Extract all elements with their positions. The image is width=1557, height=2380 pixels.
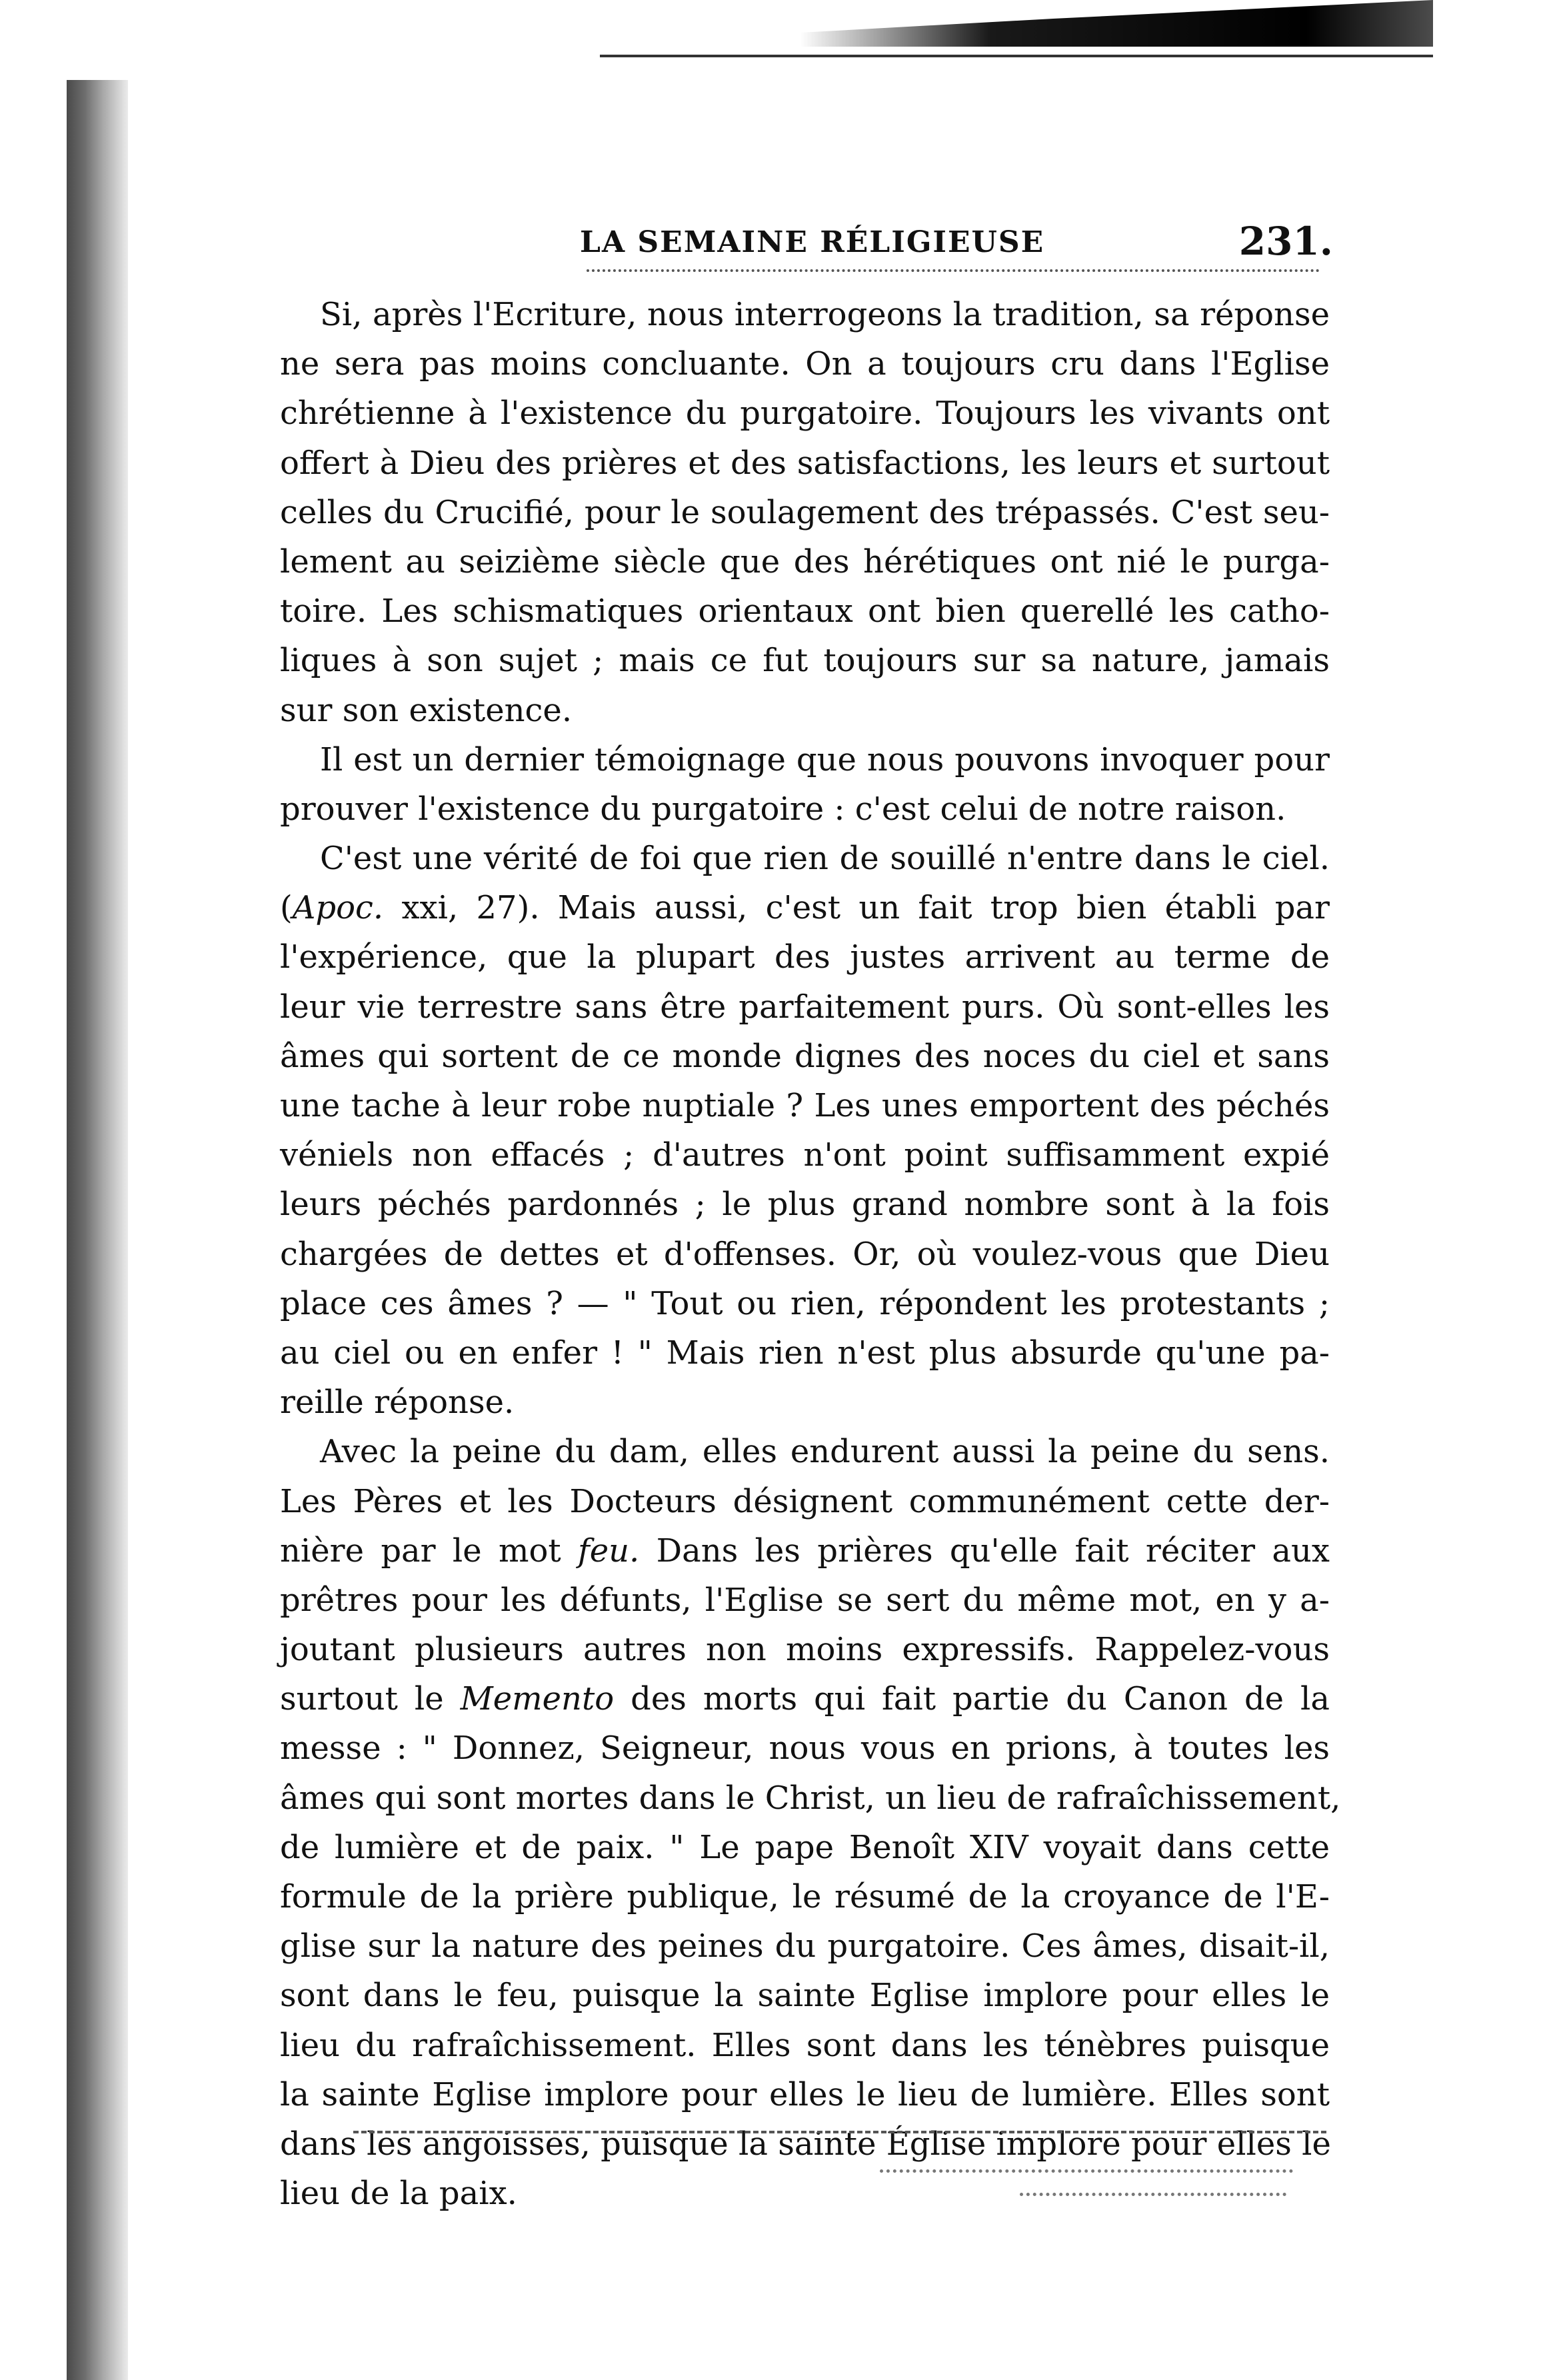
text-line-content: xxi, 27). Mais aussi, c'est un fait trop bien établi par — [383, 889, 1330, 927]
text-line-content: Dans les prières qu'elle fait réciter aux — [639, 1532, 1330, 1570]
body-text — [280, 290, 1341, 2218]
text-line-content: âmes qui sont mortes dans le Christ, un lieu de rafraîchissement, — [280, 1779, 1341, 1817]
text-line — [280, 1477, 1330, 1526]
text-line — [280, 587, 1330, 636]
text-line-content: reille réponse. — [280, 1384, 515, 1422]
text-line-content: prouver l'existence du purgatoire : c'est celui de notre raison. — [280, 790, 1286, 828]
text-line-content: sont dans le feu, puisque la sainte Eglise implore pour elles le — [280, 1977, 1330, 2015]
text-line-italic: Apoc. — [292, 889, 384, 927]
text-line — [280, 1774, 1341, 1823]
text-line — [280, 784, 1330, 834]
text-line — [280, 1576, 1330, 1625]
text-line — [280, 439, 1330, 488]
running-title: LA SEMAINE RÉLIGIEUSE — [580, 225, 1045, 259]
text-line-content: véniels non effacés ; d'autres n'ont point suffisamment expié — [280, 1136, 1330, 1174]
text-line-italic: feu. — [577, 1532, 640, 1570]
scan-dust — [1020, 2193, 1286, 2200]
text-line-content: la sainte Eglise implore pour elles le lieu de lumière. Elles sont — [280, 2075, 1330, 2113]
text-line-content: chargées de dettes et d'offenses. Or, où voulez-vous que Dieu — [280, 1235, 1330, 1273]
text-line — [280, 1328, 1330, 1378]
text-line-content: formule de la prière publique, le résumé de la croyance de l'E- — [280, 1878, 1330, 1915]
text-line-content: sur son existence. — [280, 691, 573, 729]
text-line — [280, 290, 1330, 339]
text-line-content: ne sera pas moins concluante. On a toujours cru dans l'Eglise — [280, 345, 1330, 383]
text-line — [280, 1872, 1330, 1921]
text-line — [280, 339, 1330, 389]
text-line-prefix: nière par le mot — [280, 1532, 578, 1570]
header-rule — [587, 269, 1320, 272]
text-line — [280, 834, 1330, 883]
text-line-content: glise sur la nature des peines du purgatoire. Ces âmes, disait-il, — [280, 1927, 1330, 1965]
text-line — [280, 1526, 1330, 1576]
text-line — [280, 1724, 1330, 1773]
text-line — [280, 1081, 1330, 1130]
text-line — [280, 1130, 1330, 1180]
text-line — [280, 1674, 1330, 1724]
scan-top-line — [600, 55, 1433, 57]
text-line — [280, 2119, 1330, 2169]
text-line-content: toire. Les schismatiques orientaux ont bien querellé les catho- — [280, 593, 1330, 630]
text-line — [280, 735, 1330, 784]
text-line-content: âmes qui sortent de ce monde dignes des noces du ciel et sans — [280, 1037, 1330, 1075]
page-header — [480, 219, 1333, 272]
scan-binding-edge — [67, 80, 128, 2380]
text-line-italic: Memento — [460, 1680, 615, 1718]
text-line-content: Les Pères et les Docteurs désignent communément cette der- — [280, 1482, 1330, 1520]
text-line-content: leur vie terrestre sans être parfaitement purs. Où sont-elles les — [280, 988, 1330, 1026]
page-number: 231. — [1238, 219, 1333, 264]
text-line-content: des morts qui fait partie du Canon de la — [614, 1680, 1330, 1718]
text-line — [280, 1427, 1330, 1476]
text-line-content: liques à son sujet ; mais ce fut toujours sur sa nature, jamais — [280, 642, 1330, 680]
text-line-prefix: ( — [280, 889, 293, 927]
text-line-content: prêtres pour les défunts, l'Eglise se sert du même mot, en y a- — [280, 1581, 1330, 1619]
text-line — [280, 1378, 1330, 1427]
text-line — [280, 389, 1330, 438]
text-line — [280, 686, 1330, 735]
text-line-content: une tache à leur robe nuptiale ? Les unes emportent des péchés — [280, 1087, 1330, 1124]
text-line-content: leurs péchés pardonnés ; le plus grand nombre sont à la fois — [280, 1186, 1330, 1224]
text-line-content: lieu de la paix. — [280, 2175, 517, 2213]
text-line-content: l'expérience, que la plupart des justes arrivent au terme de — [280, 938, 1330, 976]
bottom-rule — [353, 2131, 1326, 2133]
text-line — [280, 2070, 1330, 2119]
text-line-content: dans les angoisses, puisque la sainte Église implore pour elles le — [280, 2125, 1331, 2163]
text-line-content: messe : " Donnez, Seigneur, nous vous en prions, à toutes les — [280, 1730, 1330, 1768]
text-line — [280, 1032, 1330, 1081]
text-line — [280, 636, 1330, 685]
text-line — [280, 932, 1330, 982]
text-line — [280, 1971, 1330, 2020]
text-line — [280, 1921, 1330, 1971]
text-line — [280, 1180, 1330, 1229]
text-line-prefix: surtout le — [280, 1680, 461, 1718]
text-line-content: Il est un dernier témoignage que nous pouvons invoquer pour — [320, 740, 1330, 778]
scan-top-smudge — [800, 0, 1433, 47]
text-line-content: lement au seizième siècle que des hérétiques ont nié le purga- — [280, 543, 1330, 581]
text-line-content: chrétienne à l'existence du purgatoire. Toujours les vivants ont — [280, 395, 1330, 433]
text-line-content: au ciel ou en enfer ! " Mais rien n'est plus absurde qu'une pa- — [280, 1334, 1330, 1372]
text-line-content: offert à Dieu des prières et des satisfactions, les leurs et surtout — [280, 444, 1330, 482]
text-line — [280, 1625, 1330, 1674]
text-line — [280, 1279, 1330, 1328]
text-line — [280, 2021, 1330, 2070]
text-line — [280, 488, 1330, 537]
text-line — [280, 1823, 1330, 1872]
text-line-content: C'est une vérité de foi que rien de souillé n'entre dans le ciel. — [320, 840, 1330, 878]
text-line — [280, 982, 1330, 1032]
text-line — [280, 537, 1330, 587]
text-line-content: Avec la peine du dam, elles endurent aussi la peine du sens. — [320, 1433, 1330, 1471]
text-line-content: celles du Crucifié, pour le soulagement des trépassés. C'est seu- — [280, 493, 1330, 531]
text-line-content: Si, après l'Ecriture, nous interrogeons la tradition, sa réponse — [320, 296, 1330, 333]
text-line-content: lieu du rafraîchissement. Elles sont dans les ténèbres puisque — [280, 2026, 1330, 2064]
text-line-content: place ces âmes ? — " Tout ou rien, répondent les protestants ; — [280, 1284, 1330, 1322]
text-line — [280, 883, 1330, 932]
text-line-content: de lumière et de paix. " Le pape Benoît XIV voyait dans cette — [280, 1828, 1330, 1866]
text-line — [280, 1230, 1330, 1279]
scan-dust — [880, 2169, 1293, 2177]
text-line-content: joutant plusieurs autres non moins expressifs. Rappelez-vous — [280, 1631, 1330, 1669]
